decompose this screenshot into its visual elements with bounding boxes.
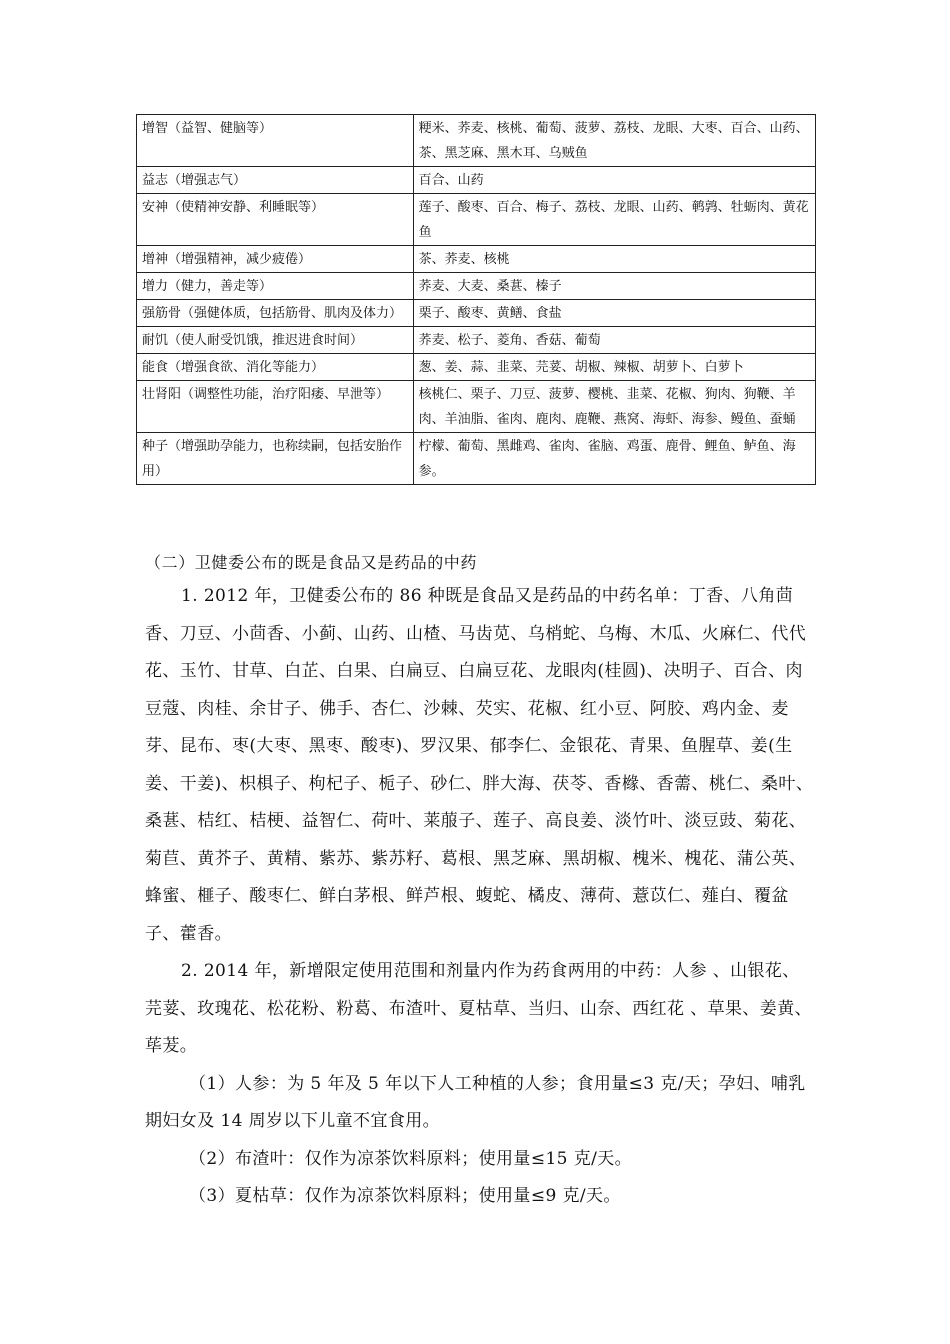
- table-row: [137, 327, 816, 354]
- function-cell: 增智（益智、健脑等）: [137, 115, 414, 167]
- function-cell: 壮肾阳（调整性功能，治疗阳痿、早泄等）: [137, 381, 414, 433]
- foods-cell: 荞麦、松子、菱角、香菇、葡萄: [413, 327, 815, 354]
- table-row: [137, 194, 816, 246]
- table-row: [137, 300, 816, 327]
- foods-cell: 莲子、酸枣、百合、梅子、荔枝、龙眼、山药、鹌鹑、牡蛎肉、黄花鱼: [413, 194, 815, 246]
- section-heading: （二）卫健委公布的既是食品又是药品的中药: [145, 553, 478, 572]
- paragraph-2014-list: 2. 2014 年，新增限定使用范围和剂量内作为药食两用的中药：人参 、山银花、芫荽、玫瑰花、松花粉、粉葛、布渣叶、夏枯草、当归、山奈、西红花 、草果、姜黄、荜茇。: [145, 961, 813, 1056]
- table-row: [137, 433, 816, 485]
- foods-cell: 茶、荞麦、核桃: [413, 246, 815, 273]
- function-cell: 强筋骨（强健体质，包括筋骨、肌肉及体力）: [137, 300, 414, 327]
- foods-cell: 荞麦、大麦、桑葚、榛子: [413, 273, 815, 300]
- list-item: （2）布渣叶：仅作为凉茶饮料原料；使用量≤15 克/天。: [189, 1148, 633, 1169]
- table-row: [137, 246, 816, 273]
- table-row: [137, 354, 816, 381]
- foods-cell: 柠檬、葡萄、黑雌鸡、雀肉、雀脑、鸡蛋、鹿骨、鲤鱼、鲈鱼、海参。: [413, 433, 815, 485]
- table-row: [137, 273, 816, 300]
- function-cell: 安神（使精神安静、利睡眠等）: [137, 194, 414, 246]
- foods-cell: 粳米、荞麦、核桃、葡萄、菠萝、荔枝、龙眼、大枣、百合、山药、茶、黑芝麻、黑木耳、乌贼鱼: [413, 115, 815, 167]
- table-row: [137, 167, 816, 194]
- table-row: [137, 381, 816, 433]
- foods-cell: 百合、山药: [413, 167, 815, 194]
- foods-cell: 核桃仁、栗子、刀豆、菠萝、樱桃、韭菜、花椒、狗肉、狗鞭、羊肉、羊油脂、雀肉、鹿肉、鹿鞭、燕窝、海虾、海参、鳗鱼、蚕蛹: [413, 381, 815, 433]
- table-row: [137, 115, 816, 167]
- list-item: （1）人参：为 5 年及 5 年以下人工种植的人参；食用量≤3 克/天；孕妇、哺乳期妇女及 14 周岁以下儿童不宜食用。: [145, 1073, 806, 1131]
- function-cell: 种子（增强助孕能力，也称续嗣，包括安胎作用）: [137, 433, 414, 485]
- function-food-table: [136, 114, 816, 485]
- function-cell: 能食（增强食欲、消化等能力）: [137, 354, 414, 381]
- foods-cell: 葱、姜、蒜、韭菜、芫荽、胡椒、辣椒、胡萝卜、白萝卜: [413, 354, 815, 381]
- paragraph-2012-list: 1. 2012 年，卫健委公布的 86 种既是食品又是药品的中药名单：丁香、八角茴香、刀豆、小茴香、小蓟、山药、山楂、马齿苋、乌梢蛇、乌梅、木瓜、火麻仁、代代花、玉竹、甘草、白芷、白果、白扁豆、白扁豆花、龙眼肉(桂圆)、决明子、百合、肉豆蔻、肉桂、余甘子、佛手、杏仁、沙棘、芡实、花椒、红小豆、阿胶、鸡内金、麦芽、昆布、枣(大枣、黑枣、酸枣)、罗汉果、郁李仁、金银花、青果、鱼腥草、姜(生姜、干姜)、枳椇子、枸杞子、栀子、砂仁、胖大海、茯苓、香橼、香薷、桃仁、桑叶、桑葚、桔红、桔梗、益智仁、荷叶、莱菔子、莲子、高良姜、淡竹叶、淡豆豉、菊花、菊苣、黄芥子、黄精、紫苏、紫苏籽、葛根、黑芝麻、黑胡椒、槐米、槐花、蒲公英、蜂蜜、榧子、酸枣仁、鲜白茅根、鲜芦根、蝮蛇、橘皮、薄荷、薏苡仁、薤白、覆盆子、藿香。: [145, 586, 814, 944]
- body-text: [145, 578, 815, 1216]
- function-cell: 益志（增强志气）: [137, 167, 414, 194]
- function-cell: 增力（健力，善走等）: [137, 273, 414, 300]
- list-item: （3）夏枯草：仅作为凉茶饮料原料；使用量≤9 克/天。: [189, 1186, 621, 1206]
- function-cell: 增神（增强精神，减少疲倦）: [137, 246, 414, 273]
- function-cell: 耐饥（使人耐受饥饿，推迟进食时间）: [137, 327, 414, 354]
- foods-cell: 栗子、酸枣、黄鳝、食盐: [413, 300, 815, 327]
